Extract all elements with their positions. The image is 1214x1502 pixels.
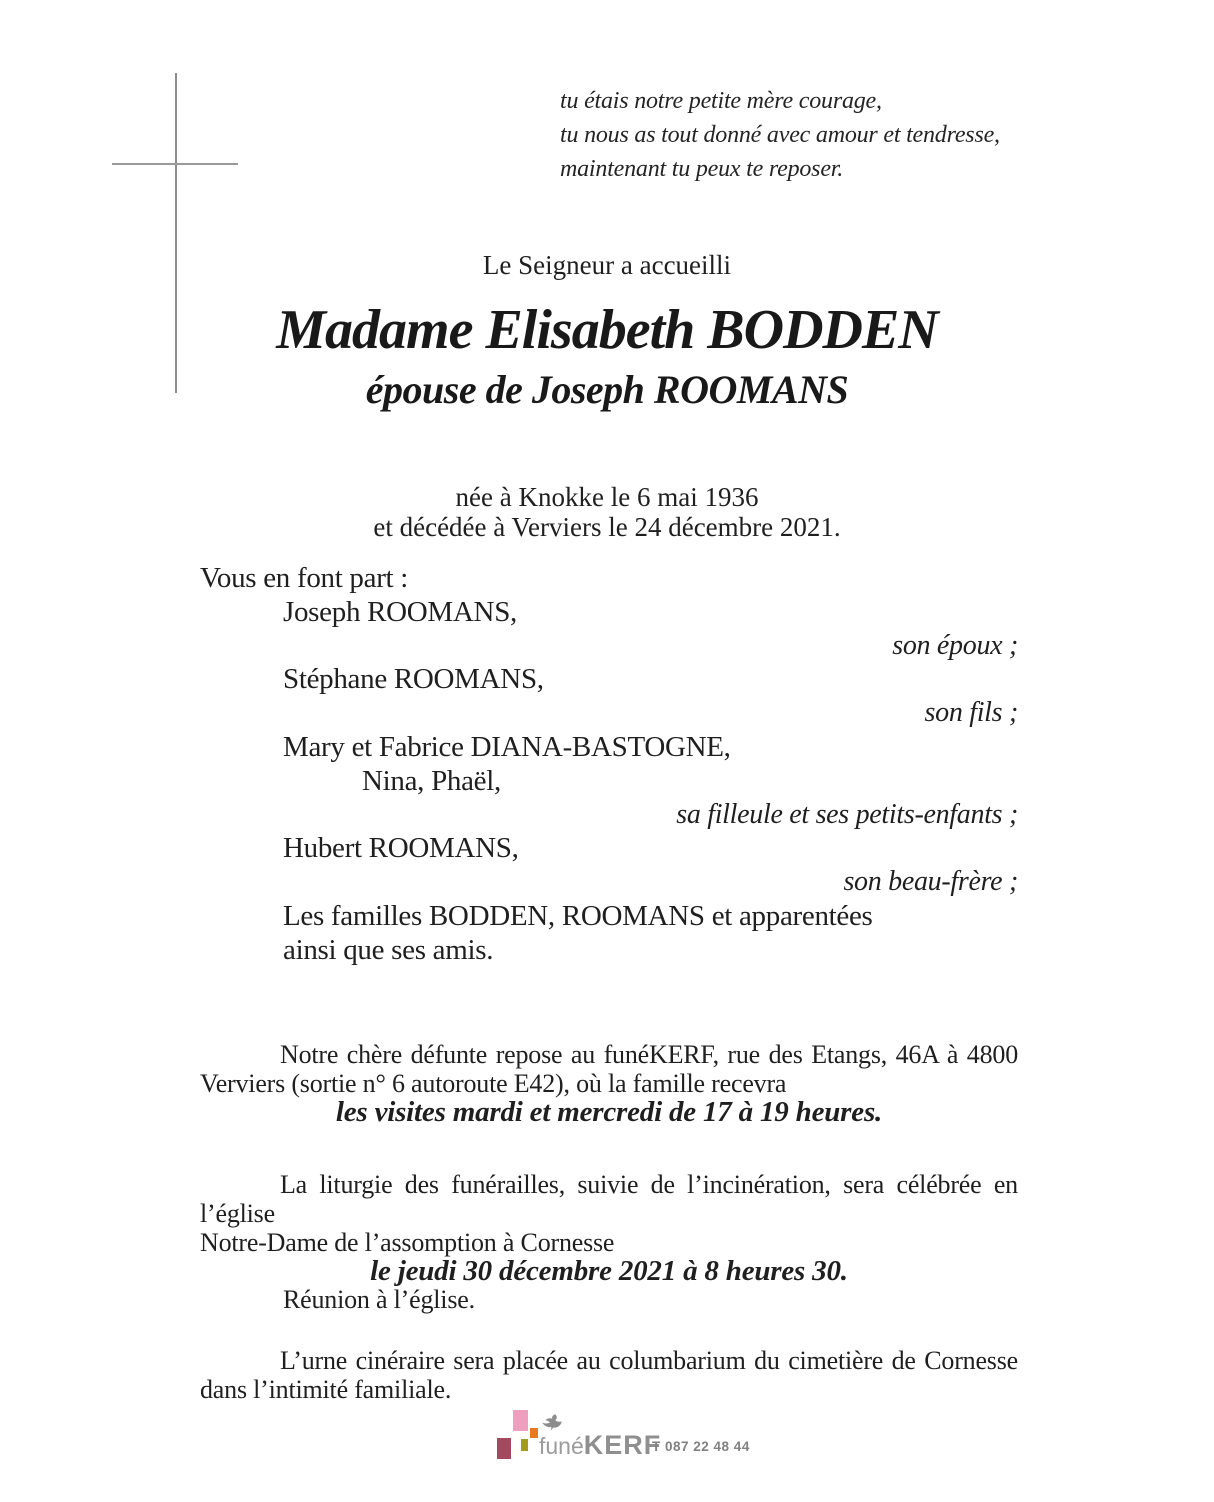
visitation-schedule: les visites mardi et mercredi de 17 à 19 heures. bbox=[335, 1096, 883, 1128]
announcer-name: Stéphane ROOMANS, bbox=[283, 663, 544, 696]
visitation-paragraph bbox=[200, 1040, 1018, 1127]
brand-light: funé bbox=[539, 1433, 584, 1459]
logo-square-olive bbox=[521, 1439, 528, 1451]
brand-text bbox=[539, 1430, 661, 1461]
cross-horizontal-bar bbox=[112, 163, 238, 165]
urn-paragraph bbox=[200, 1346, 1018, 1404]
intro-line: Le Seigneur a accueilli bbox=[482, 250, 732, 280]
funeral-schedule: le jeudi 30 décembre 2021 à 8 heures 30. bbox=[370, 1255, 848, 1287]
announcement-list bbox=[200, 562, 1018, 968]
birth-line: née à Knokke le 6 mai 1936 bbox=[455, 482, 759, 512]
urn-line: L’urne cinéraire sera placée au columbarium du cimetière de Cornesse bbox=[280, 1346, 1018, 1375]
spouse-line: épouse de Joseph ROOMANS bbox=[365, 367, 849, 412]
meeting-line: Réunion à l’église. bbox=[283, 1285, 475, 1314]
epigraph-line: maintenant tu peux te reposer. bbox=[560, 156, 844, 182]
logo-square-orange bbox=[530, 1428, 538, 1438]
funeral-line: La liturgie des funérailles, suivie de l’incinération, sera célébrée en l’église bbox=[200, 1170, 1018, 1228]
funekerf-logo bbox=[497, 1408, 777, 1480]
death-line: et décédée à Verviers le 24 décembre 2021. bbox=[373, 512, 841, 542]
relation-label: son fils ; bbox=[924, 697, 1018, 729]
visitation-line: Verviers (sortie n° 6 autoroute E42), où la famille recevra bbox=[200, 1069, 787, 1098]
announcer-name: Hubert ROOMANS, bbox=[283, 832, 519, 865]
epigraph-line: tu étais notre petite mère courage, bbox=[560, 88, 882, 114]
announcer-name: Mary et Fabrice DIANA-BASTOGNE, bbox=[283, 730, 731, 763]
families-line: Les familles BODDEN, ROOMANS et apparentées bbox=[283, 899, 873, 932]
deceased-name: Madame Elisabeth BODDEN bbox=[276, 299, 938, 361]
logo-square-maroon bbox=[497, 1438, 511, 1459]
epigraph-line: tu nous as tout donné avec amour et tendresse, bbox=[560, 122, 1000, 148]
relation-label: son beau-frère ; bbox=[843, 866, 1018, 898]
logo-square-pink bbox=[513, 1410, 528, 1431]
funeral-paragraph bbox=[200, 1170, 1018, 1286]
urn-line: dans l’intimité familiale. bbox=[200, 1375, 452, 1404]
funeral-line: Notre-Dame de l’assomption à Cornesse bbox=[200, 1228, 615, 1257]
announcer-name: Joseph ROOMANS, bbox=[283, 595, 517, 628]
visitation-line: Notre chère défunte repose au funéKERF, rue des Etangs, 46A à 4800 bbox=[280, 1040, 1018, 1069]
relation-label: sa filleule et ses petits-enfants ; bbox=[676, 798, 1018, 830]
brand-bold: KERF bbox=[583, 1430, 662, 1460]
phone-number: T 087 22 48 44 bbox=[652, 1439, 750, 1454]
relation-label: son époux ; bbox=[892, 629, 1018, 661]
epigraph bbox=[560, 84, 1000, 186]
friends-line: ainsi que ses amis. bbox=[283, 933, 494, 966]
announcement-heading: Vous en font part : bbox=[200, 562, 409, 594]
announcer-children: Nina, Phaël, bbox=[362, 764, 501, 797]
